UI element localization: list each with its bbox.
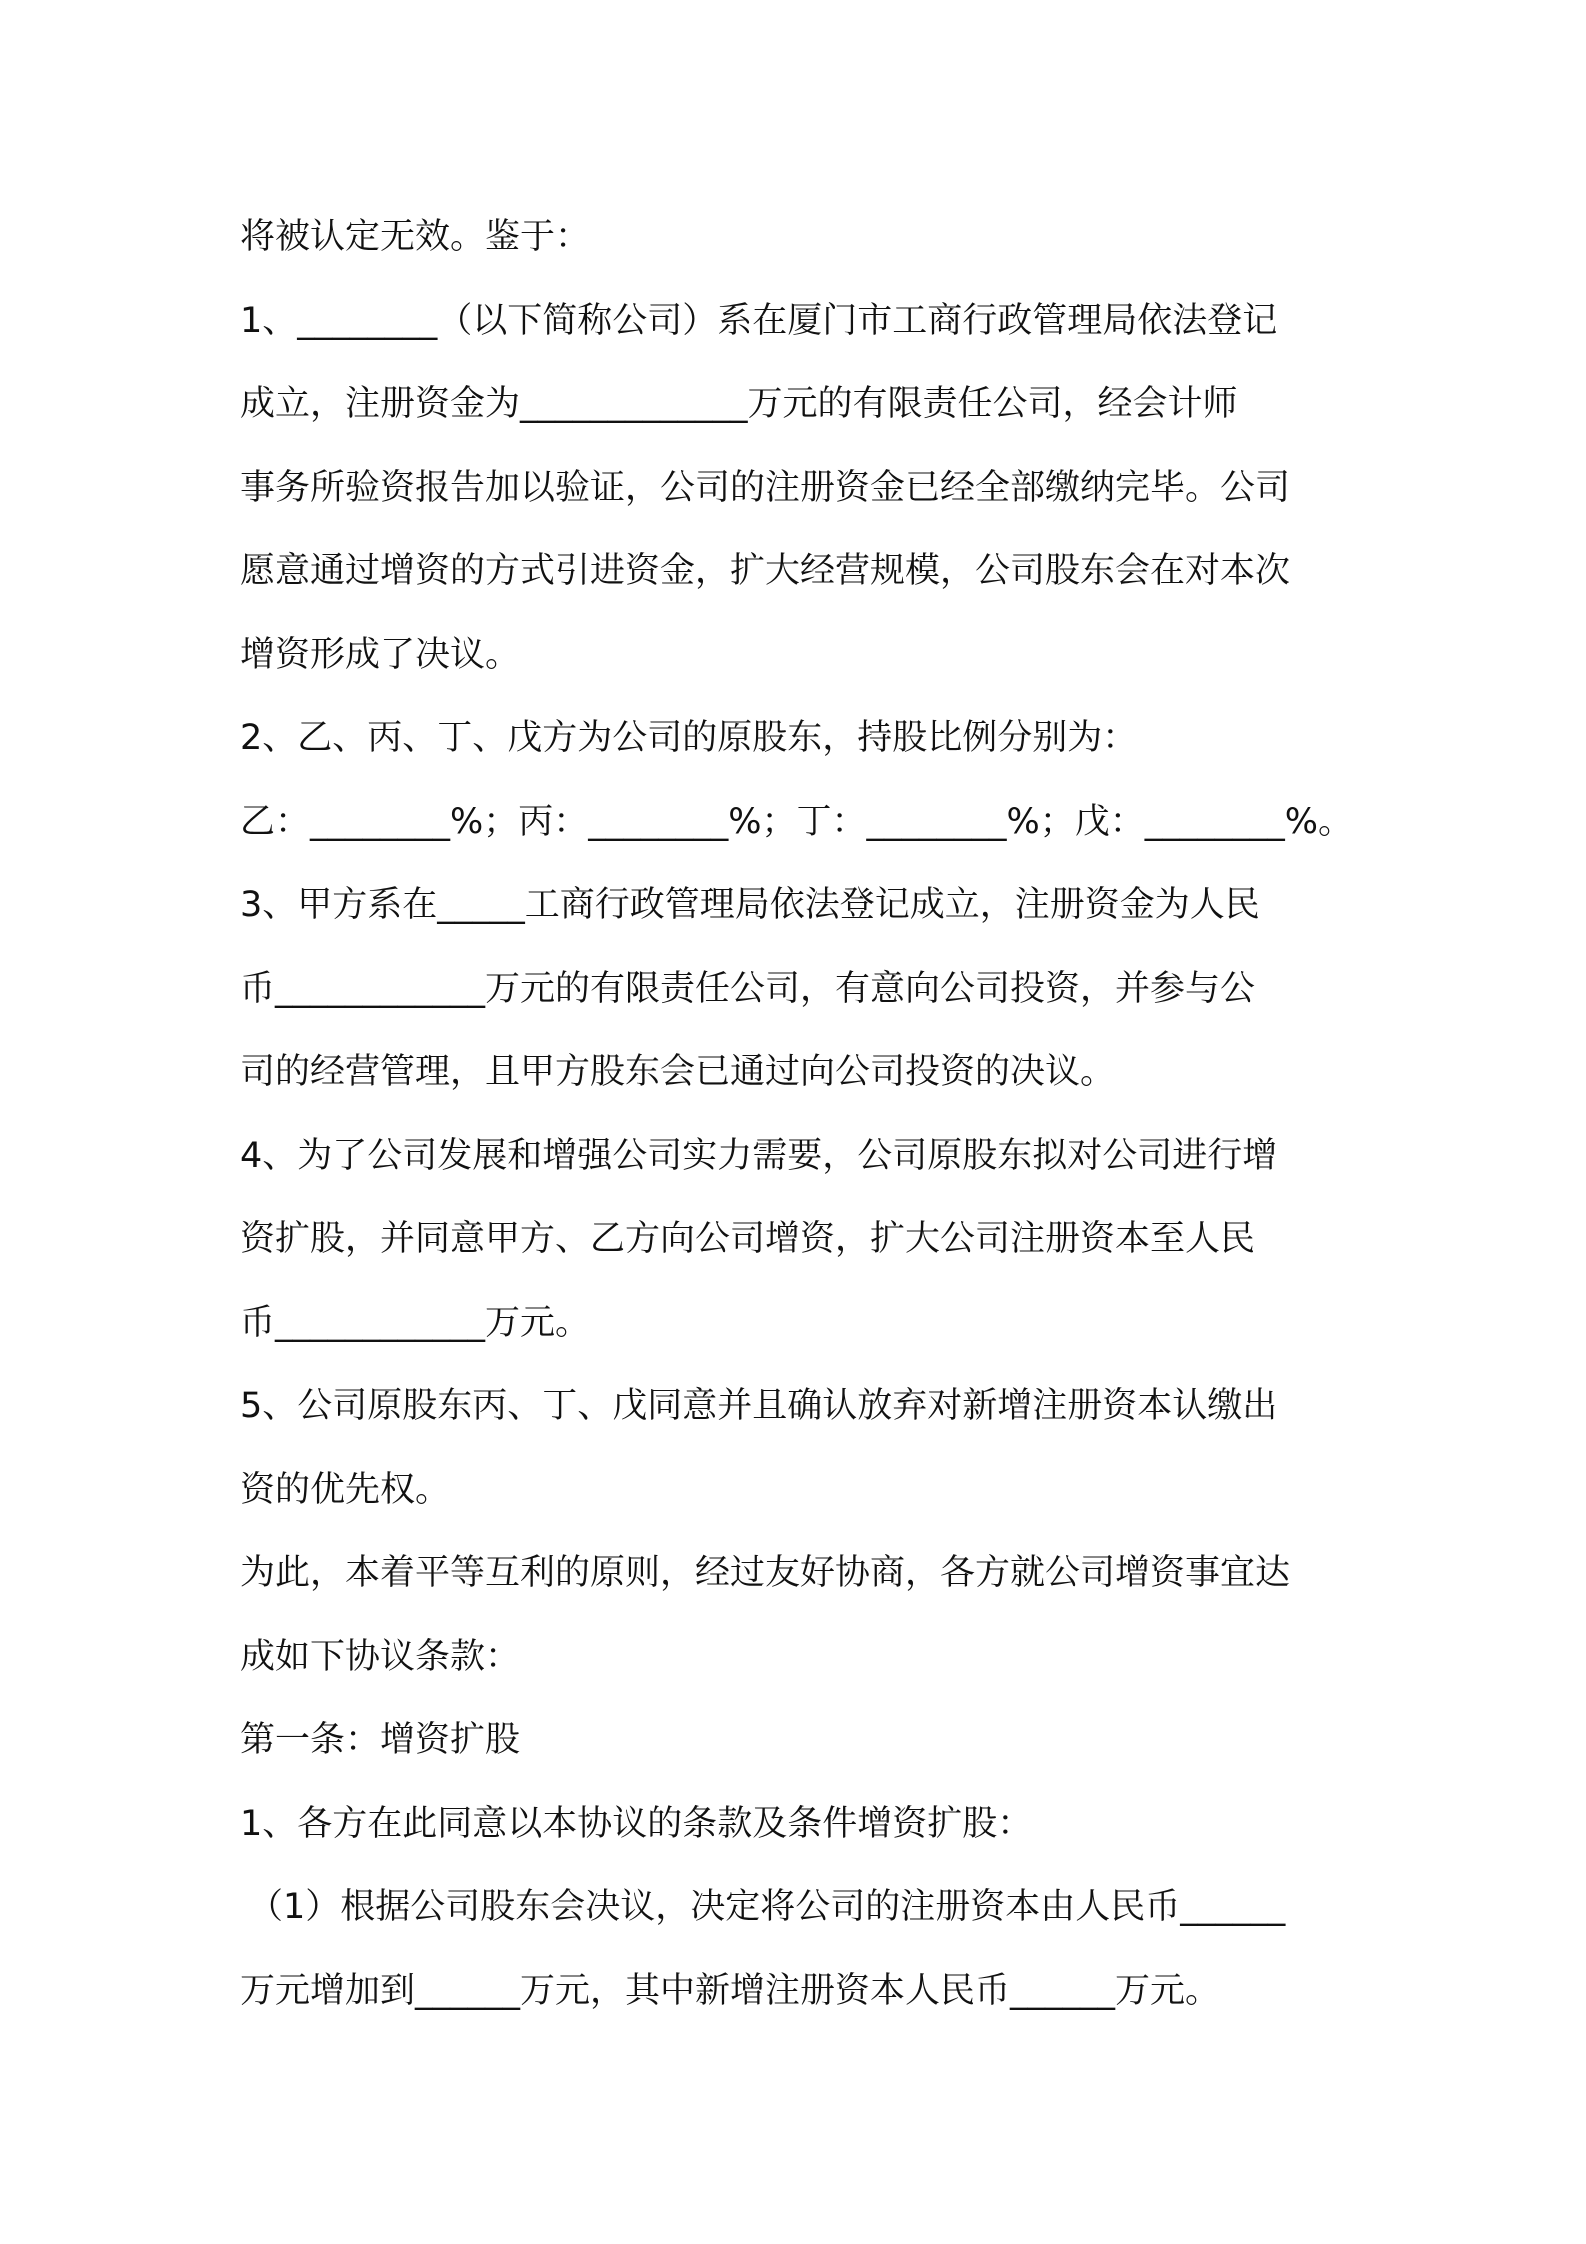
text-line: 币____________万元。 — [240, 1302, 591, 1343]
text-line: 3、甲方系在_____工商行政管理局依法登记成立，注册资金为人民 — [240, 885, 1260, 925]
text-line: 2、乙、丙、丁、戊方为公司的原股东，持股比例分别为： — [240, 718, 1138, 758]
text-line: 司的经营管理，且甲方股东会已通过向公司投资的决议。 — [240, 1052, 1116, 1092]
text-line: 成立，注册资金为_____________万元的有限责任公司，经会计师 — [240, 384, 1238, 424]
text-line: 资扩股，并同意甲方、乙方向公司增资，扩大公司注册资本至人民 — [240, 1219, 1256, 1259]
text-line: 万元增加到______万元，其中新增注册资本人民币______万元。 — [240, 1970, 1221, 2011]
text-line: 增资形成了决议。 — [240, 634, 521, 675]
text-line: 乙：________%；丙：________%；丁：________%；戊：________%。 — [240, 801, 1354, 842]
text-line: 5、公司原股东丙、丁、戊同意并且确认放弃对新增注册资本认缴出 — [240, 1386, 1278, 1426]
text-line: 1、________（以下简称公司）系在厦门市工商行政管理局依法登记 — [240, 300, 1278, 341]
text-line: 成如下协议条款： — [240, 1636, 521, 1677]
text-line: 1、各方在此同意以本协议的条款及条件增资扩股： — [240, 1803, 1033, 1844]
section-heading: 第一条：增资扩股 — [240, 1720, 521, 1760]
document-body — [240, 196, 1370, 2033]
text-line: 币____________万元的有限责任公司，有意向公司投资，并参与公 — [240, 968, 1256, 1009]
text-line: 事务所验资报告加以验证，公司的注册资金已经全部缴纳完毕。公司 — [240, 467, 1291, 508]
text-line: 资的优先权。 — [240, 1469, 451, 1510]
text-line: （1）根据公司股东会决议，决定将公司的注册资本由人民币______ — [248, 1887, 1286, 1927]
text-line: 4、为了公司发展和增强公司实力需要，公司原股东拟对公司进行增 — [240, 1135, 1278, 1176]
text-line: 愿意通过增资的方式引进资金，扩大经营规模，公司股东会在对本次 — [240, 551, 1291, 591]
text-line: 为此，本着平等互利的原则，经过友好协商，各方就公司增资事宜达 — [240, 1553, 1291, 1593]
text-line: 将被认定无效。鉴于： — [240, 217, 591, 257]
